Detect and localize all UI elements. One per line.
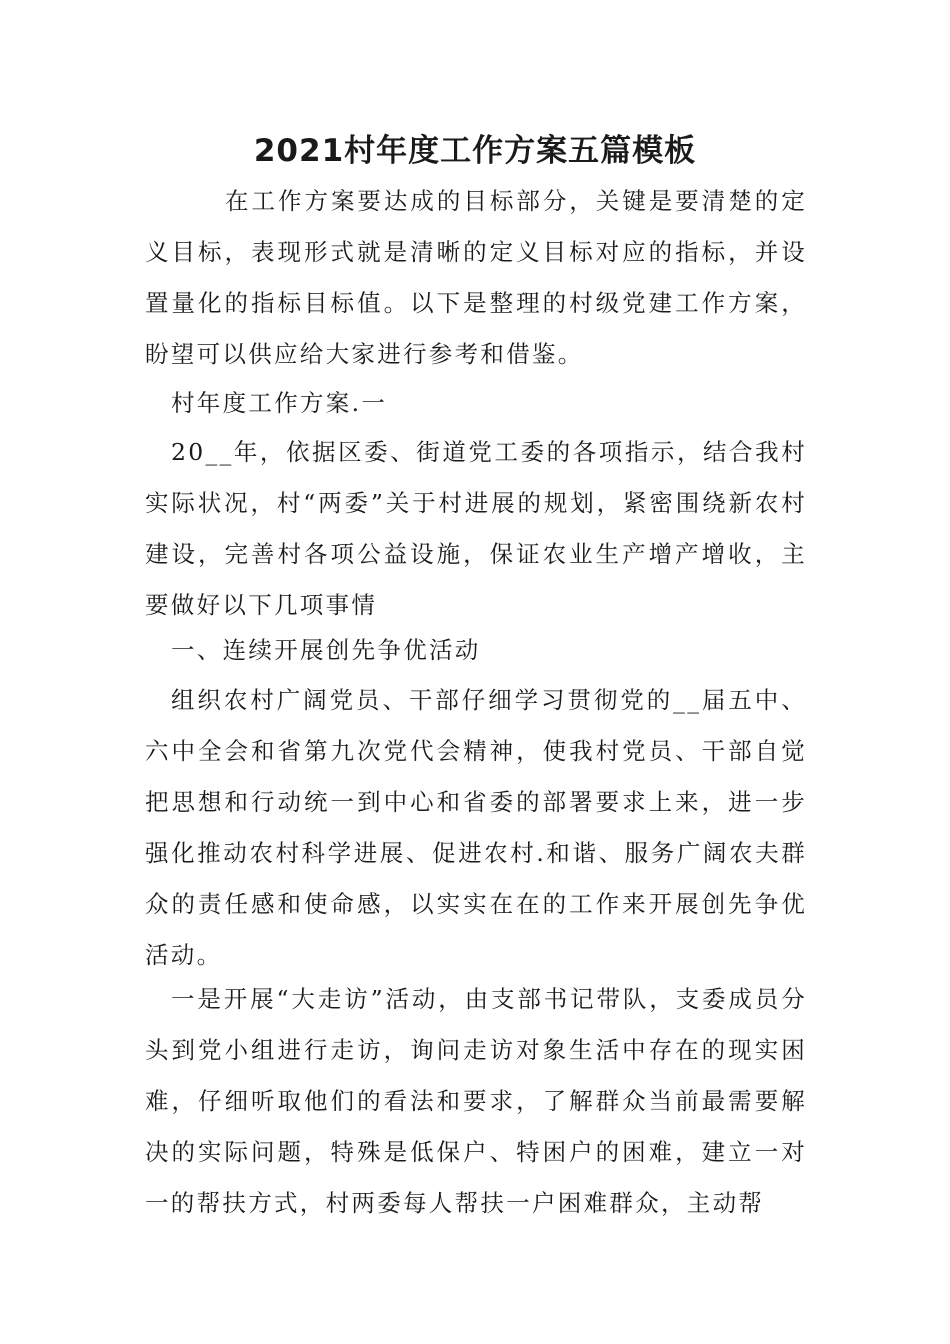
section-heading-plan-one: 村年度工作方案.一 — [171, 389, 388, 417]
paragraph-visit: 一是开展“大走访”活动，由支部书记带队，支委成员分头到党小组进行走访，询问走访对象生活中存在的现实困难，仔细听取他们的看法和要求，了解群众当前最需要解决的实际问题，特殊是低保户、特困户的困难，建立一对一的帮扶方式，村两委每人帮扶一户困难群众，主动帮 — [145, 985, 807, 1217]
paragraph-study: 组织农村广阔党员、干部仔细学习贯彻党的__届五中、六中全会和省第九次党代会精神，使我村党员、干部自觉把思想和行动统一到中心和省委的部署要求上来，进一步强化推动农村科学进展、促进农村.和谐、服务广阔农夫群众的责任感和使命感，以实实在在的工作来开展创先争优活动。 — [145, 686, 807, 969]
section-heading-activity: 一、连续开展创先争优活动 — [171, 636, 481, 664]
paragraph-overview: 20__年，依据区委、街道党工委的各项指示，结合我村实际状况，村“两委”关于村进展的规划，紧密围绕新农村建设，完善村各项公益设施，保证农业生产增产增收，主要做好以下几项事情 — [145, 438, 807, 619]
document-title: 2021村年度工作方案五篇模板 — [253, 133, 697, 169]
intro-paragraph: 在工作方案要达成的目标部分，关键是要清楚的定义目标，表现形式就是清晰的定义目标对应的指标，并设置量化的指标目标值。以下是整理的村级党建工作方案，盼望可以供应给大家进行参考和借鉴。 — [145, 187, 807, 368]
